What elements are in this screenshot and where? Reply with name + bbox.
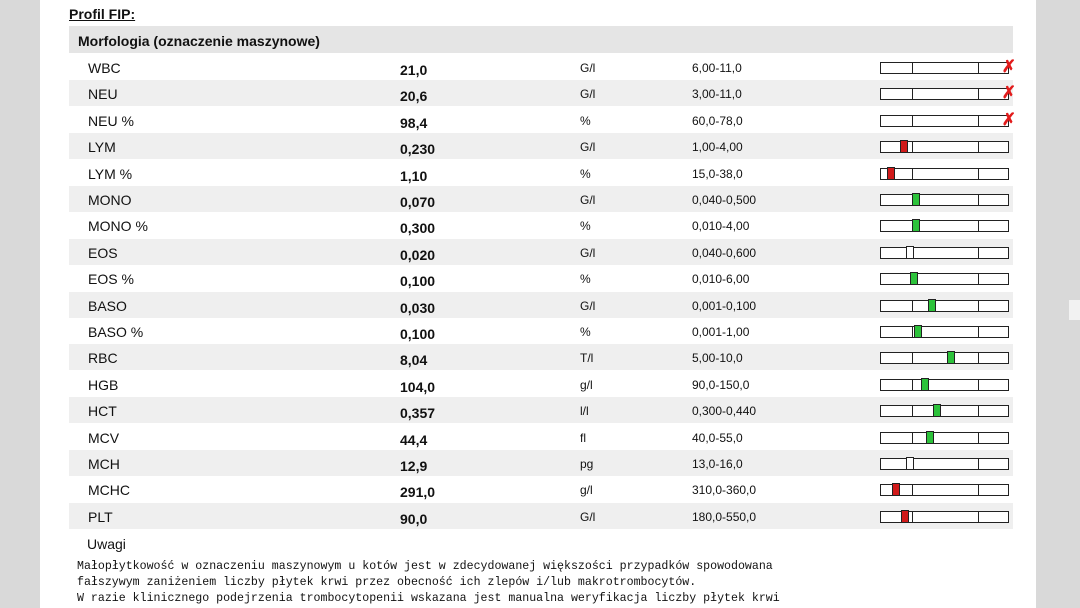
test-value: 0,300 bbox=[400, 220, 436, 237]
remarks-line-2: fałszywym zaniżeniem liczby płytek krwi przez obecność ich zlepów i/lub makrotrombocytów. bbox=[77, 576, 697, 589]
reference-range: 6,00-11,0 bbox=[692, 61, 742, 75]
range-indicator bbox=[880, 220, 1009, 232]
range-indicator bbox=[880, 379, 1009, 391]
value-marker bbox=[933, 404, 941, 417]
test-name: HCT bbox=[88, 403, 117, 420]
range-tick bbox=[912, 63, 913, 73]
test-name: MCV bbox=[88, 429, 120, 446]
test-value: 90,0 bbox=[400, 510, 428, 527]
test-value: 8,04 bbox=[400, 352, 428, 369]
range-tick bbox=[978, 512, 979, 522]
range-tick bbox=[912, 142, 913, 152]
reference-range: 60,0-78,0 bbox=[692, 113, 743, 128]
table-row bbox=[69, 133, 1013, 159]
table-row bbox=[69, 54, 1016, 80]
test-name: BASO % bbox=[88, 324, 144, 340]
test-unit: G/l bbox=[580, 298, 596, 313]
table-row bbox=[69, 212, 1013, 238]
test-name: MONO % bbox=[88, 218, 148, 235]
table-row bbox=[69, 292, 1013, 318]
page-edge bbox=[1069, 300, 1080, 320]
table-row bbox=[69, 186, 1013, 212]
test-unit: pg bbox=[580, 457, 594, 471]
range-tick bbox=[978, 274, 979, 284]
range-tick bbox=[912, 327, 913, 337]
range-tick bbox=[912, 433, 913, 443]
reference-range: 0,040-0,600 bbox=[692, 245, 757, 260]
value-marker bbox=[900, 140, 908, 153]
table-row bbox=[69, 397, 1013, 423]
out-of-range-high-icon: ✗ bbox=[1001, 57, 1016, 76]
test-unit: l/l bbox=[580, 404, 589, 419]
table-row bbox=[69, 160, 1013, 186]
test-value: 20,6 bbox=[400, 88, 428, 105]
reference-range: 5,00-10,0 bbox=[692, 351, 743, 366]
table-row bbox=[69, 344, 1013, 370]
range-tick bbox=[978, 142, 979, 152]
range-indicator bbox=[880, 405, 1009, 417]
test-value: 0,070 bbox=[400, 194, 436, 210]
range-tick bbox=[978, 195, 979, 205]
reference-range: 1,00-4,00 bbox=[692, 140, 743, 155]
reference-range: 3,00-11,0 bbox=[692, 87, 742, 102]
test-name: PLT bbox=[88, 508, 113, 525]
range-indicator bbox=[880, 83, 1016, 103]
value-marker bbox=[892, 483, 900, 496]
test-name: BASO bbox=[88, 297, 127, 314]
value-marker bbox=[928, 299, 936, 312]
range-indicator bbox=[880, 352, 1009, 364]
range-tick bbox=[978, 380, 979, 390]
test-unit: fl bbox=[580, 430, 586, 445]
table-row bbox=[69, 239, 1013, 265]
range-indicator bbox=[880, 458, 1009, 470]
range-indicator bbox=[880, 273, 1009, 285]
reference-range: 0,010-4,00 bbox=[692, 219, 750, 234]
value-marker bbox=[901, 510, 909, 523]
range-tick bbox=[978, 169, 979, 179]
range-indicator bbox=[880, 109, 1016, 129]
out-of-range-high-icon: ✗ bbox=[1001, 109, 1016, 129]
range-indicator bbox=[880, 194, 1009, 206]
test-name: MCHC bbox=[88, 482, 130, 499]
value-marker bbox=[926, 431, 934, 444]
report-sheet bbox=[40, 0, 1036, 608]
test-name: NEU % bbox=[88, 112, 134, 129]
test-value: 0,230 bbox=[400, 141, 436, 158]
test-name: EOS bbox=[88, 244, 118, 261]
reference-range: 15,0-38,0 bbox=[692, 166, 743, 181]
remarks-label: Uwagi bbox=[87, 536, 126, 552]
test-unit: g/l bbox=[580, 377, 593, 392]
remarks-line-3: W razie klinicznego podejrzenia trombocytopenii wskazana jest manualna weryfikacja liczby płytek krwi bbox=[77, 592, 780, 605]
test-name: LYM % bbox=[88, 165, 133, 182]
range-tick bbox=[978, 89, 979, 99]
test-unit: % bbox=[580, 272, 591, 287]
test-value: 104,0 bbox=[400, 378, 436, 395]
reference-range: 40,0-55,0 bbox=[692, 430, 743, 445]
value-marker bbox=[906, 246, 914, 259]
range-tick bbox=[912, 485, 913, 495]
range-tick bbox=[912, 406, 913, 416]
test-unit: % bbox=[580, 166, 591, 181]
test-unit: G/l bbox=[580, 61, 596, 75]
range-tick bbox=[978, 221, 979, 231]
test-name: NEU bbox=[88, 86, 118, 103]
value-marker bbox=[912, 219, 920, 232]
range-indicator bbox=[880, 432, 1009, 444]
test-name: WBC bbox=[88, 60, 121, 76]
value-marker bbox=[947, 351, 955, 364]
range-indicator bbox=[880, 141, 1009, 153]
test-value: 291,0 bbox=[400, 484, 436, 501]
reference-range: 0,001-1,00 bbox=[692, 325, 750, 339]
test-unit: % bbox=[580, 325, 591, 339]
value-marker bbox=[914, 325, 922, 338]
test-unit: T/l bbox=[580, 351, 594, 366]
section-title: Morfologia (oznaczenie maszynowe) bbox=[78, 33, 320, 49]
table-row bbox=[69, 80, 1016, 106]
test-unit: G/l bbox=[580, 245, 596, 260]
range-tick bbox=[912, 301, 913, 311]
test-value: 98,4 bbox=[400, 114, 428, 131]
value-marker bbox=[906, 457, 914, 470]
range-tick bbox=[978, 485, 979, 495]
range-tick bbox=[912, 353, 913, 363]
test-unit: % bbox=[580, 219, 591, 234]
reference-range: 310,0-360,0 bbox=[692, 483, 757, 498]
test-value: 12,9 bbox=[400, 458, 428, 474]
reference-range: 0,040-0,500 bbox=[692, 193, 757, 207]
range-indicator bbox=[880, 247, 1009, 259]
range-tick bbox=[912, 380, 913, 390]
range-tick bbox=[978, 63, 979, 73]
range-tick bbox=[912, 512, 913, 522]
value-marker bbox=[912, 193, 920, 206]
test-name: LYM bbox=[88, 139, 116, 156]
reference-range: 13,0-16,0 bbox=[692, 457, 743, 471]
table-row bbox=[69, 476, 1013, 502]
range-indicator bbox=[880, 326, 1009, 338]
test-unit: G/l bbox=[580, 87, 596, 102]
test-value: 0,020 bbox=[400, 246, 436, 263]
table-row bbox=[69, 371, 1013, 397]
range-tick bbox=[978, 327, 979, 337]
test-unit: G/l bbox=[580, 509, 596, 524]
table-row bbox=[69, 265, 1013, 291]
value-marker bbox=[887, 167, 895, 180]
table-row bbox=[69, 503, 1013, 529]
section-header bbox=[69, 26, 1013, 53]
value-marker bbox=[921, 378, 929, 391]
profile-title: Profil FIP: bbox=[69, 6, 136, 22]
test-value: 0,357 bbox=[400, 405, 436, 422]
range-tick bbox=[978, 353, 979, 363]
range-tick bbox=[912, 116, 913, 126]
range-tick bbox=[978, 116, 979, 126]
test-value: 0,100 bbox=[400, 273, 436, 290]
test-name: MCH bbox=[88, 456, 120, 472]
test-unit: % bbox=[580, 113, 591, 128]
test-value: 0,100 bbox=[400, 326, 436, 342]
reference-range: 180,0-550,0 bbox=[692, 509, 757, 524]
test-value: 1,10 bbox=[400, 167, 428, 184]
test-value: 44,4 bbox=[400, 431, 428, 448]
range-indicator bbox=[880, 57, 1016, 76]
test-unit: G/l bbox=[580, 193, 596, 207]
reference-range: 0,001-0,100 bbox=[692, 298, 757, 313]
range-tick bbox=[978, 248, 979, 258]
table-row bbox=[69, 450, 1013, 476]
table-row bbox=[69, 424, 1013, 450]
test-name: HGB bbox=[88, 376, 119, 393]
range-tick bbox=[978, 301, 979, 311]
remarks-line-1: Małopłytkowość w oznaczeniu maszynowym u kotów jest w zdecydowanej większości przypadków spowodowana bbox=[77, 560, 773, 573]
reference-range: 90,0-150,0 bbox=[692, 377, 750, 392]
out-of-range-high-icon: ✗ bbox=[1001, 83, 1016, 103]
range-tick bbox=[978, 459, 979, 469]
range-tick bbox=[912, 169, 913, 179]
test-unit: G/l bbox=[580, 140, 596, 155]
range-tick bbox=[978, 406, 979, 416]
range-indicator bbox=[880, 168, 1009, 180]
reference-range: 0,010-6,00 bbox=[692, 272, 750, 287]
test-unit: g/l bbox=[580, 483, 593, 498]
value-marker bbox=[910, 272, 918, 285]
range-tick bbox=[912, 89, 913, 99]
test-name: RBC bbox=[88, 350, 118, 367]
test-value: 21,0 bbox=[400, 62, 428, 78]
range-indicator bbox=[880, 484, 1009, 496]
table-row bbox=[69, 318, 1013, 344]
table-row bbox=[69, 107, 1016, 133]
test-name: MONO bbox=[88, 192, 132, 208]
range-tick bbox=[978, 433, 979, 443]
test-value: 0,030 bbox=[400, 299, 436, 316]
range-indicator bbox=[880, 511, 1009, 523]
test-name: EOS % bbox=[88, 271, 134, 288]
reference-range: 0,300-0,440 bbox=[692, 404, 757, 419]
range-indicator bbox=[880, 300, 1009, 312]
